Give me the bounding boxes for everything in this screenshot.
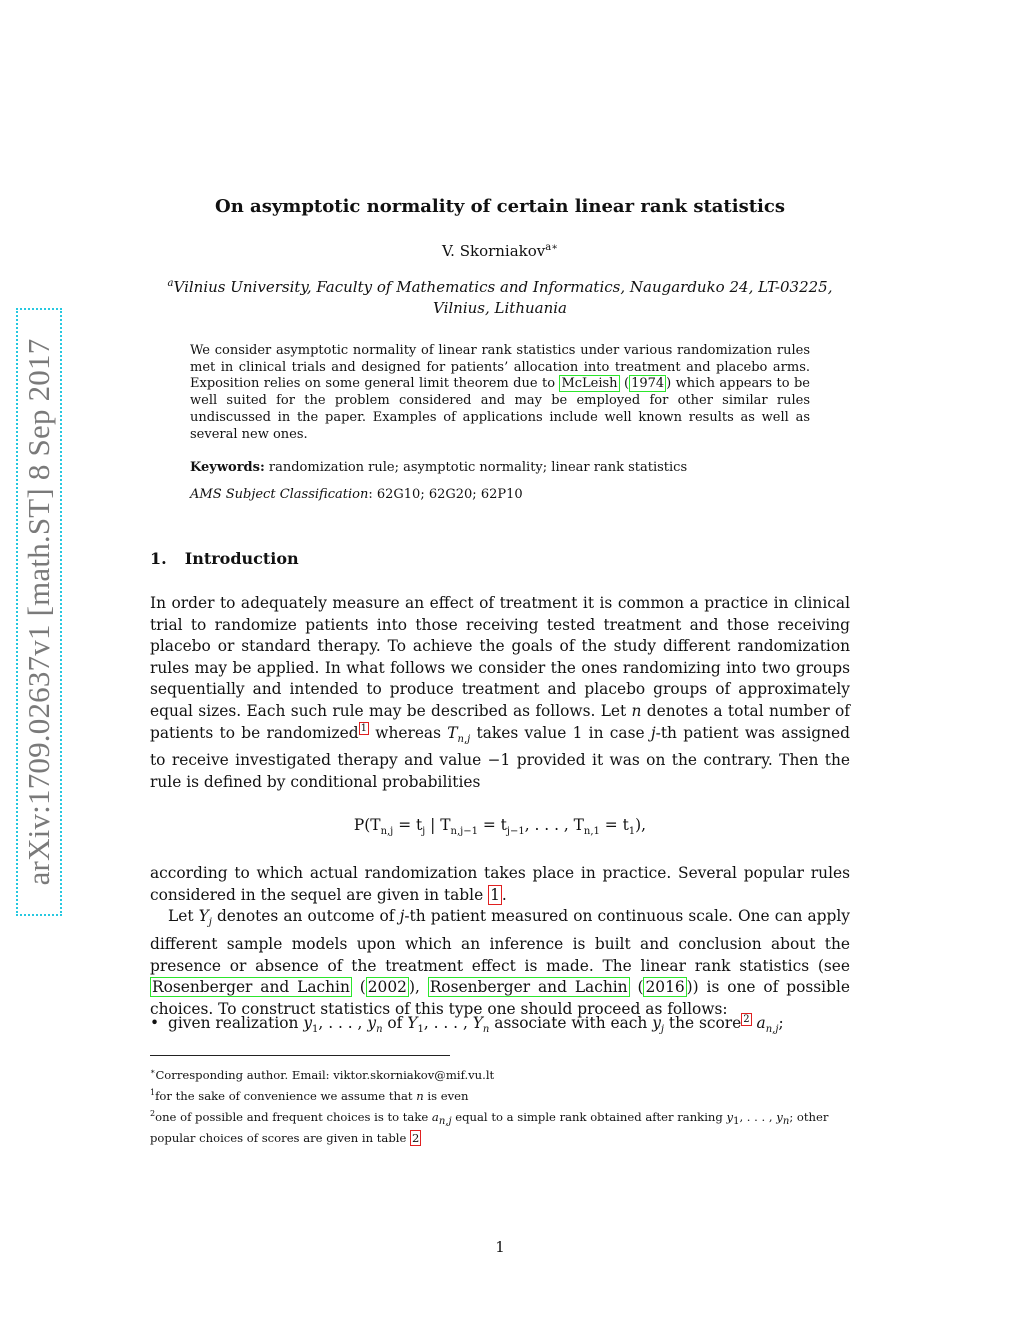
text: the score: [664, 1014, 742, 1032]
text: , . . . ,: [318, 1014, 368, 1032]
eq-sub: 1: [628, 826, 636, 838]
math: y: [367, 1014, 377, 1032]
footnote-text: is even: [423, 1088, 469, 1103]
ams-label: AMS Subject Classification: [190, 487, 369, 502]
citation-link-2002[interactable]: 2002: [367, 978, 407, 997]
text: (: [629, 978, 644, 997]
eq-sub: n,j−1: [450, 826, 478, 838]
footnote-ref-2[interactable]: 2: [743, 1013, 750, 1025]
citation-link-1974[interactable]: 1974: [631, 376, 665, 392]
math-sub: n,j: [457, 733, 471, 745]
math-sub: n: [482, 1024, 490, 1036]
table-ref-2[interactable]: 2: [412, 1130, 420, 1145]
intro-paragraph-1: [150, 593, 850, 793]
eq-part: | T: [425, 816, 451, 835]
footnote-text: one of possible and frequent choices is to take: [155, 1109, 432, 1124]
footnote-1: [150, 1084, 850, 1105]
abstract-text-2: ) which appears to be well suited for the problem considered and may be employed for other similar rules undiscussed in the paper. Examples of applications include well known results as well as several new ones.: [190, 376, 810, 442]
section-number: 1.: [150, 549, 167, 568]
math-Y: Y: [198, 907, 209, 926]
text: )) is one of possible choices. To construct statistics of this type one should proceed as follows:: [150, 978, 850, 1018]
eq-sub: n,j: [380, 826, 394, 838]
footnote-mark: 2: [150, 1108, 156, 1118]
footnotes: [150, 1063, 850, 1147]
abstract-text-1: We consider asymptotic normality of linear rank statistics under various randomization rules met in clinical trials and designed for patients’ allocation into treatment and placebo arms. Exposition relies on some general limit theorem due to: [190, 343, 810, 392]
eq-part: ),: [635, 816, 647, 835]
math: a: [756, 1014, 766, 1032]
math-sub: n: [376, 1024, 383, 1036]
abstract: [190, 343, 810, 443]
text: -th patient was assigned to receive investigated therapy and value −1 provided it was on the contrary. Then the rule is defined by conditional probabilities: [150, 723, 850, 791]
math-sub: n,j: [765, 1024, 779, 1036]
math-sub: 1: [312, 1024, 319, 1036]
table-ref-1[interactable]: 1: [490, 885, 500, 904]
section-heading: [150, 549, 299, 568]
math-sub: j: [660, 1024, 665, 1036]
footnote-text: Corresponding author. Email: viktor.skorniakov@mif.vu.lt: [155, 1067, 495, 1082]
eq-part: P(T: [353, 816, 381, 835]
eq-sub: n,1: [583, 826, 600, 838]
text: , . . . ,: [423, 1014, 473, 1032]
text: associate with each: [489, 1014, 653, 1032]
math: Y: [472, 1014, 483, 1032]
math: y: [726, 1109, 734, 1124]
keywords-label: Keywords:: [190, 460, 265, 475]
bullet-item-scores: [150, 1014, 850, 1035]
math: y: [303, 1014, 313, 1032]
intro-paragraph-2: [150, 863, 850, 906]
author-line: [150, 242, 850, 260]
footnote-text: , . . . ,: [739, 1109, 777, 1124]
intro-paragraph-3: [150, 906, 850, 1020]
math-sub: 1: [733, 1115, 740, 1127]
text: Let: [168, 907, 199, 926]
math-sub: j: [208, 917, 212, 929]
abstract-cite-open: (: [619, 376, 630, 392]
footnote-ref-1[interactable]: 1: [360, 723, 367, 735]
math-n: n: [631, 701, 642, 720]
eq-part: = t: [393, 816, 423, 835]
ams-codes: : 62G10; 62G20; 62P10: [368, 487, 523, 502]
math: Y: [407, 1014, 418, 1032]
arxiv-identifier-text: arXiv:1709.02637v1 [math.ST] 8 Sep 2017: [21, 338, 56, 886]
footnote-text: ; other popular choices of scores are given in table: [150, 1109, 829, 1145]
footnote-mark: 1: [150, 1087, 156, 1097]
eq-part: , . . . , T: [524, 816, 584, 835]
text: given realization: [168, 1014, 304, 1032]
text: of: [382, 1014, 408, 1032]
text: takes value 1 in case: [470, 723, 651, 742]
text: denotes an outcome of: [211, 907, 400, 926]
math-T: T: [447, 723, 458, 742]
author-marks: a∗: [545, 242, 559, 253]
eq-part: = t: [478, 816, 507, 835]
citation-link-mcleish[interactable]: McLeish: [561, 376, 618, 392]
affiliation-line-2: Vilnius, Lithuania: [433, 299, 567, 317]
eq-sub: j−1: [506, 826, 525, 838]
page-number: 1: [495, 1238, 505, 1256]
arxiv-identifier-stamp[interactable]: [16, 308, 62, 916]
text: according to which actual randomization takes place in practice. Several popular rules considered in the sequel are given in table: [150, 864, 850, 904]
citation-link-rosenberger-lachin-1[interactable]: Rosenberger and Lachin: [152, 978, 350, 997]
paper-title: On asymptotic normality of certain linear rank statistics: [215, 196, 785, 217]
footnote-text: for the sake of convenience we assume that: [155, 1088, 417, 1103]
footnote-text: equal to a simple rank obtained after ranking: [451, 1109, 727, 1124]
affiliation: [150, 273, 850, 319]
bullet-icon: •: [150, 1014, 160, 1032]
footnote-mark: ∗: [150, 1067, 156, 1076]
ams-classification: [190, 487, 810, 502]
math-sub: 1: [417, 1024, 424, 1036]
math: y: [652, 1014, 661, 1032]
text: denotes a total number of patients to be randomized: [150, 701, 850, 742]
text: whereas: [369, 723, 448, 742]
math-j: j: [399, 907, 405, 926]
keywords-text: randomization rule; asymptotic normality; linear rank statistics: [264, 460, 688, 475]
author-name: V. Skorniakov: [441, 242, 546, 260]
math: y: [776, 1109, 783, 1124]
text: .: [501, 885, 507, 904]
section-title: Introduction: [184, 549, 299, 568]
math: a: [431, 1109, 439, 1124]
affiliation-mark: a: [167, 278, 174, 289]
text: ;: [778, 1014, 784, 1032]
footnote-divider: [150, 1055, 450, 1056]
keywords: [190, 460, 810, 475]
equation-conditional-probability: [150, 815, 850, 843]
text: -th patient measured on continuous scale. One can apply different sample models upon which an inference is built and conclusion about the presence or absence of the treatment effect is made. The linear rank statistics (see: [150, 907, 850, 975]
math: n: [416, 1088, 424, 1103]
math-j: j: [650, 723, 656, 742]
citation-link-rosenberger-lachin-2[interactable]: Rosenberger and Lachin: [429, 978, 628, 997]
intro-body: [150, 593, 850, 1020]
footnote-corresponding-author: [150, 1063, 850, 1084]
footnote-2: [150, 1105, 850, 1147]
text: ),: [408, 978, 428, 997]
affiliation-line-1: Vilnius University, Faculty of Mathematics and Informatics, Naugarduko 24, LT-03225,: [173, 278, 833, 296]
math-sub: n,j: [438, 1115, 452, 1127]
eq-sub: j: [422, 826, 426, 838]
eq-part: = t: [599, 816, 629, 835]
math-sub: n: [782, 1115, 790, 1127]
citation-link-2016[interactable]: 2016: [645, 978, 685, 997]
text: (: [351, 978, 366, 997]
text: In order to adequately measure an effect of treatment it is common a practice in clinical trial to randomize patients into those receiving tested treatment and those receiving placebo or standard therapy. To achieve the goals of the study different randomization rules may be applied. In what follows we consider the ones randomizing into two groups sequentially and intended to produce treatment and placebo groups of approximately equal sizes. Each such rule may be described as follows. Let: [150, 594, 850, 720]
